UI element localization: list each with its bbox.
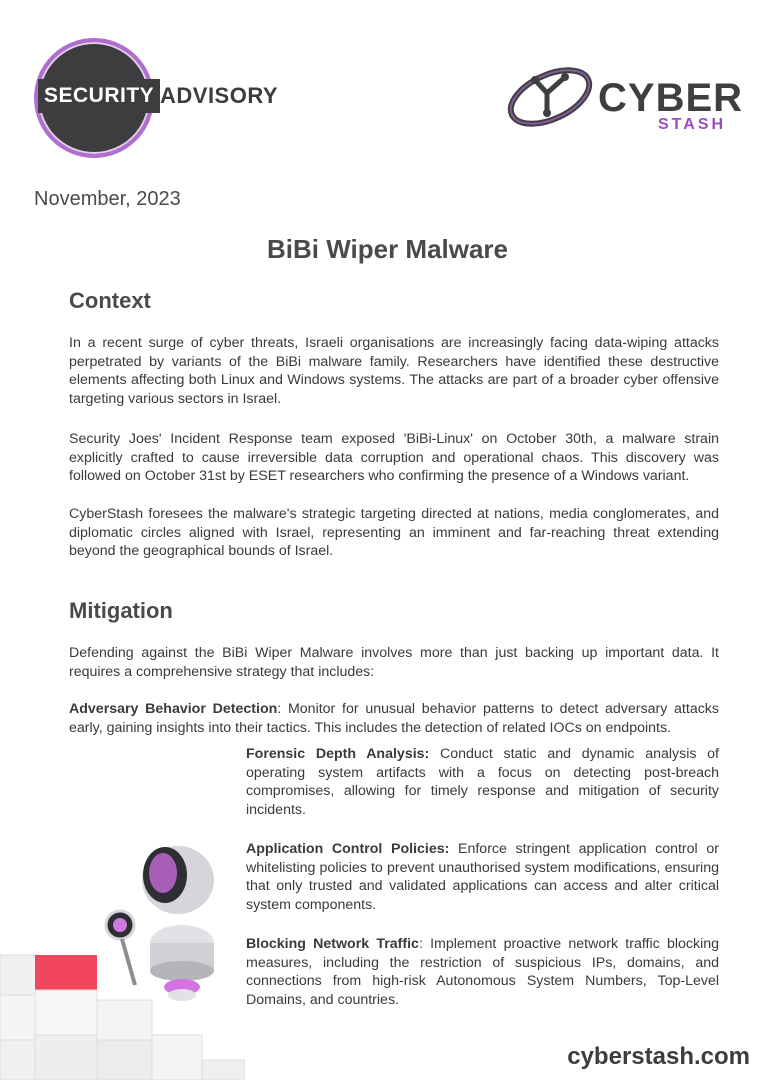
mitigation-item-text: : Implement proactive network traffic blocking measures, including the restriction of suspicious IPs, domains, and connections from high-risk Autonomous System Numbers, Top-Level Domains, and countries. (246, 936, 719, 1008)
mitigation-item-text: Conduct static and dynamic analysis of operating system artifacts with a focus on detecting post-breach compromises, allowing for timely response and mitigation of security incidents. (246, 746, 720, 818)
context-heading: Context (69, 288, 151, 313)
context-paragraph-3: CyberStash foresees the malware's strategic targeting directed at nations, media conglomerates, and diplomatic circles aligned with Israel, representing an imminent and far-reaching threat extending beyond the geographical bounds of Israel. (69, 506, 719, 560)
mitigation-item-adversary (69, 700, 719, 737)
mitigation-item-term: Forensic Depth Analysis: (246, 746, 430, 762)
badge-word-advisory: ADVISORY (160, 83, 279, 108)
context-paragraph-2: Security Joes' Incident Response team exposed 'BiBi-Linux' on October 30th, a malware strain explicitly crafted to cause irreversible data corruption and operational chaos. This discovery was followed on October 31st by ESET researchers who confirming the presence of a Windows variant. (69, 431, 719, 485)
footer-url: cyberstash.com (567, 1043, 750, 1070)
security-badge-pill (38, 79, 160, 113)
logo-wordmark: CYBER (598, 76, 744, 120)
page-title: BiBi Wiper Malware (266, 234, 509, 264)
mitigation-item-term: Adversary Behavior Detection (69, 701, 278, 717)
advisory-date: November, 2023 (34, 188, 181, 210)
mitigation-item-appcontrol (246, 840, 719, 914)
mitigation-item-text: Enforce stringent application control or whitelisting policies to prevent unauthorised system modifications, ensuring that only trusted and validated applications can access and alter critical system components. (246, 841, 719, 913)
mitigation-item-text: : Monitor for unusual behavior patterns to detect adversary attacks early, gaining insights into their tactics. This includes the detection of related IOCs on endpoints. (69, 701, 719, 736)
mitigation-heading: Mitigation (69, 598, 173, 623)
mitigation-item-term: Blocking Network Traffic (246, 936, 419, 952)
mitigation-item-term: Application Control Policies: (246, 841, 450, 857)
badge-word-security: SECURITY (44, 84, 155, 107)
context-paragraph-1: In a recent surge of cyber threats, Israeli organisations are increasingly facing data-wiping attacks perpetrated by variants of the BiBi malware family. Researchers have identified these destructive elements affecting both Linux and Windows systems. The attacks are part of a broader cyber offensive targeting various sectors in Israel. (69, 335, 719, 407)
mitigation-item-forensic (246, 745, 719, 819)
robot-cubes-illustration (0, 835, 245, 1080)
mitigation-item-network (246, 935, 719, 1009)
logo-subword: STASH (658, 116, 727, 133)
mitigation-intro: Defending against the BiBi Wiper Malware involves more than just backing up important data. It requires a comprehensive strategy that includes: (69, 645, 719, 680)
